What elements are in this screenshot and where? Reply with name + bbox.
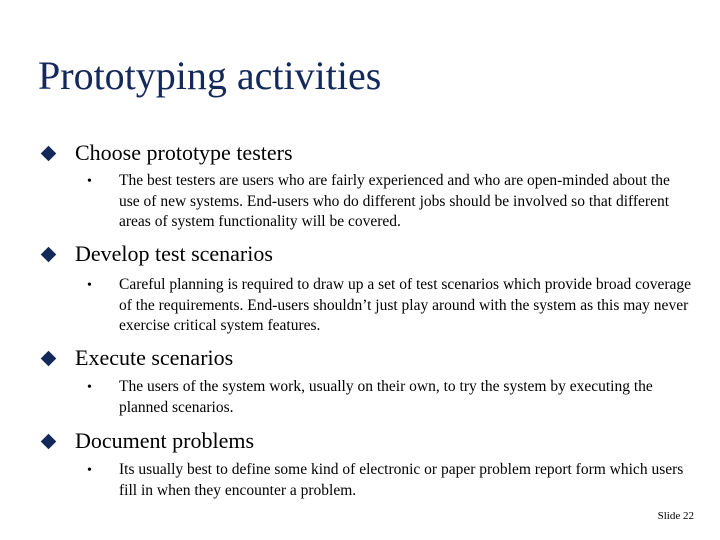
sub-bullet-icon: •: [87, 463, 92, 478]
sub-bullet-icon: •: [87, 380, 92, 395]
bullet-detail: The best testers are users who are fairly experienced and who are open-minded about the use of new systems. End-users who do different jobs should be involved so that different areas of system functionality will be covered.: [119, 172, 670, 230]
bullet-detail: The users of the system work, usually on their own, to try the system by executing the planned scenarios.: [119, 378, 653, 416]
sub-bullet-icon: •: [87, 278, 92, 293]
bullet-detail: Its usually best to define some kind of electronic or paper problem report form which users fill in when they encounter a problem.: [119, 461, 684, 499]
diamond-bullet-icon: [41, 247, 57, 263]
bullet-heading: Develop test scenarios: [75, 241, 273, 266]
diamond-bullet-icon: [41, 351, 57, 367]
bullet-heading: Document problems: [75, 428, 255, 453]
bullet-heading: Execute scenarios: [75, 345, 234, 370]
diamond-bullet-icon: [41, 146, 57, 162]
slide-title: Prototyping activities: [38, 53, 382, 98]
slide-number: Slide 22: [657, 510, 694, 522]
diamond-bullet-icon: [41, 434, 57, 450]
bullet-heading: Choose prototype testers: [75, 140, 293, 165]
bullet-detail: Careful planning is required to draw up a set of test scenarios which provide broad coverage of the requirements. End-users shouldn’t just play around with the system as this may never exercise critical system features.: [119, 276, 692, 334]
sub-bullet-icon: •: [87, 174, 92, 189]
